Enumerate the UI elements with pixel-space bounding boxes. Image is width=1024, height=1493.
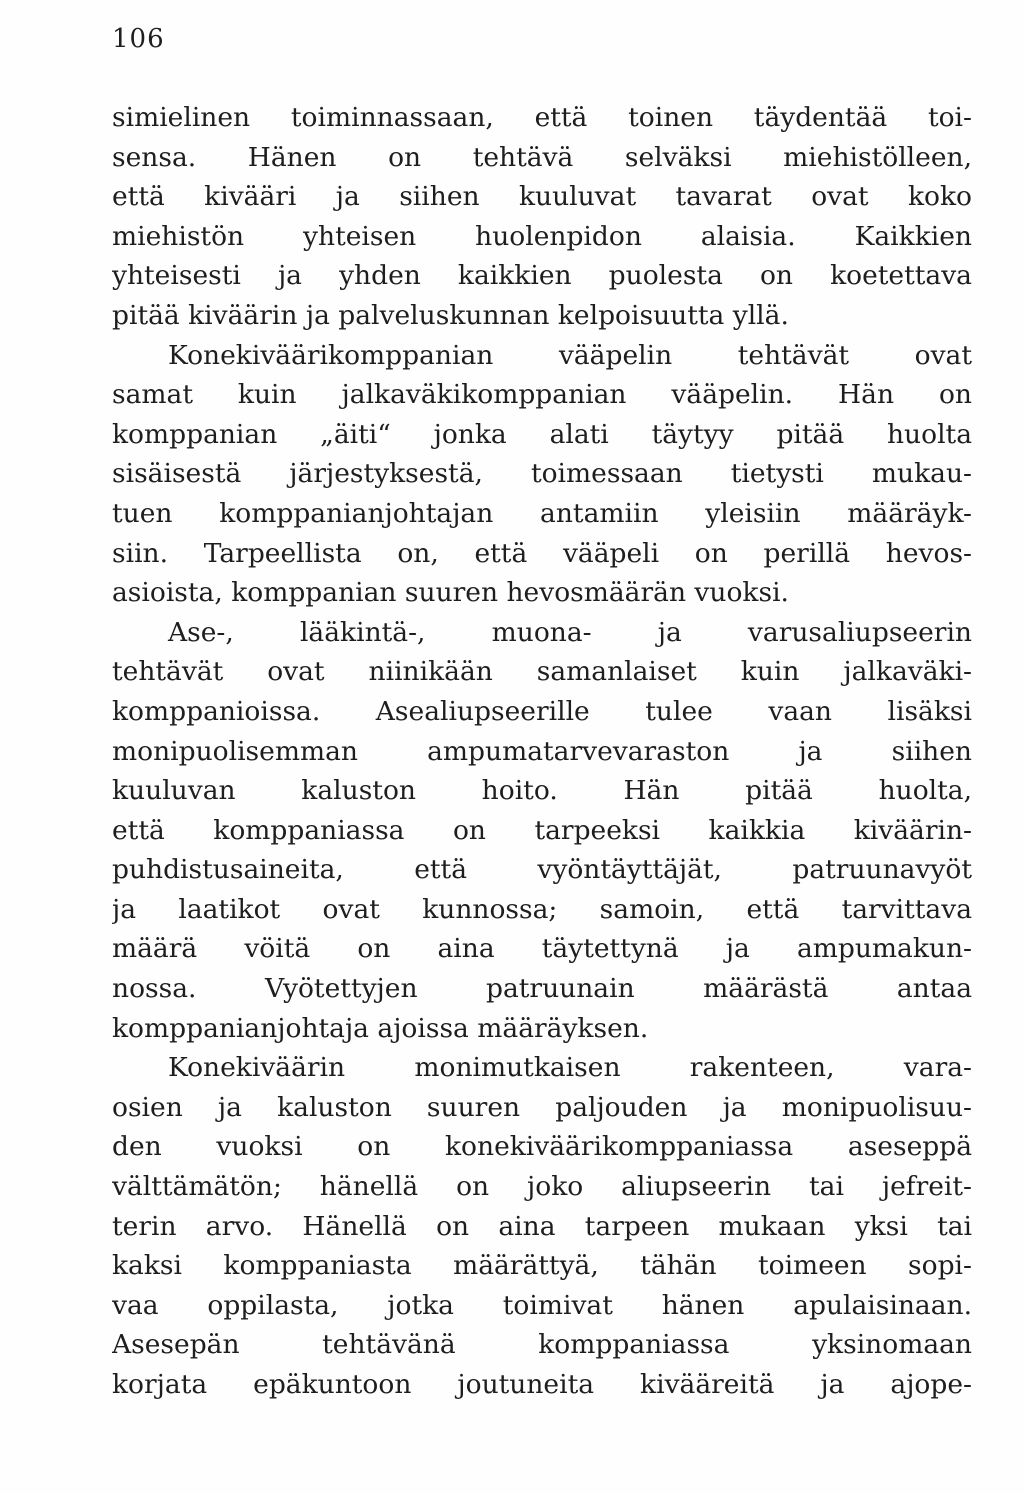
text-line: asioista, komppanian suuren hevosmäärän vuoksi.	[112, 577, 789, 609]
text-line: korjata epäkuntoon joutuneita kivääreitä ja ajope-	[112, 1369, 972, 1400]
text-line: Asesepän tehtävänä komppaniassa yksinomaan	[112, 1329, 972, 1361]
text-line: Ase-, lääkintä-, muona- ja varusaliupseerin	[168, 616, 972, 648]
text-line: komppanianjohtaja ajoissa määräyksen.	[112, 1012, 649, 1044]
text-line: Konekiväärikomppanian vääpelin tehtävät ovat	[168, 339, 972, 371]
text-line: sensa. Hänen on tehtävä selväksi miehistölleen,	[112, 141, 972, 173]
text-line: nossa. Vyötettyjen patruunain määrästä antaa	[112, 973, 972, 1005]
text-line: yhteisesti ja yhden kaikkien puolesta on koetettava	[112, 260, 972, 292]
text-line: tuen komppanianjohtajan antamiin yleisiin määräyk-	[112, 497, 972, 529]
text-line: monipuolisemman ampumatarvevaraston ja siihen	[112, 735, 972, 767]
text-line: määrä vöitä on aina täytettynä ja ampumakun-	[112, 933, 972, 965]
text-line: den vuoksi on konekiväärikomppaniassa aseseppä	[112, 1131, 972, 1163]
text-line: sisäisestä järjestyksestä, toimessaan tietysti mukau-	[112, 458, 972, 490]
text-line: puhdistusaineita, että vyöntäyttäjät, patruunavyöt	[112, 854, 972, 886]
text-line: että kivääri ja siihen kuuluvat tavarat ovat koko	[112, 181, 972, 213]
text-line: vaa oppilasta, jotka toimivat hänen apulaisinaan.	[112, 1289, 972, 1321]
text-line: samat kuin jalkaväkikomppanian vääpelin. Hän on	[112, 379, 972, 411]
text-line: komppanioissa. Asealiupseerille tulee vaan lisäksi	[112, 695, 972, 727]
text-line: miehistön yhteisen huolenpidon alaisia. Kaikkien	[112, 220, 972, 252]
text-line: kuuluvan kaluston hoito. Hän pitää huolta,	[112, 775, 972, 807]
body-text	[112, 98, 972, 1405]
text-line: kaksi komppaniasta määrättyä, tähän toimeen sopi-	[112, 1250, 972, 1282]
text-line: Konekiväärin monimutkaisen rakenteen, vara-	[168, 1052, 972, 1084]
text-line: pitää kiväärin ja palveluskunnan kelpoisuutta yllä.	[112, 299, 789, 331]
page-number: 106	[112, 24, 165, 54]
text-line: ja laatikot ovat kunnossa; samoin, että tarvittava	[112, 893, 972, 925]
text-line: välttämätön; hänellä on joko aliupseerin tai jefreit-	[112, 1171, 972, 1203]
text-line: komppanian „äiti“ jonka alati täytyy pitää huolta	[112, 418, 972, 450]
text-line: terin arvo. Hänellä on aina tarpeen mukaan yksi tai	[112, 1210, 972, 1242]
text-line: että komppaniassa on tarpeeksi kaikkia kiväärin-	[112, 814, 972, 846]
text-line: simielinen toiminnassaan, että toinen täydentää toi-	[112, 102, 972, 133]
text-line: siin. Tarpeellista on, että vääpeli on perillä hevos-	[112, 537, 972, 569]
text-line: osien ja kaluston suuren paljouden ja monipuolisuu-	[112, 1091, 972, 1123]
text-line: tehtävät ovat niinikään samanlaiset kuin jalkaväki-	[112, 656, 972, 688]
